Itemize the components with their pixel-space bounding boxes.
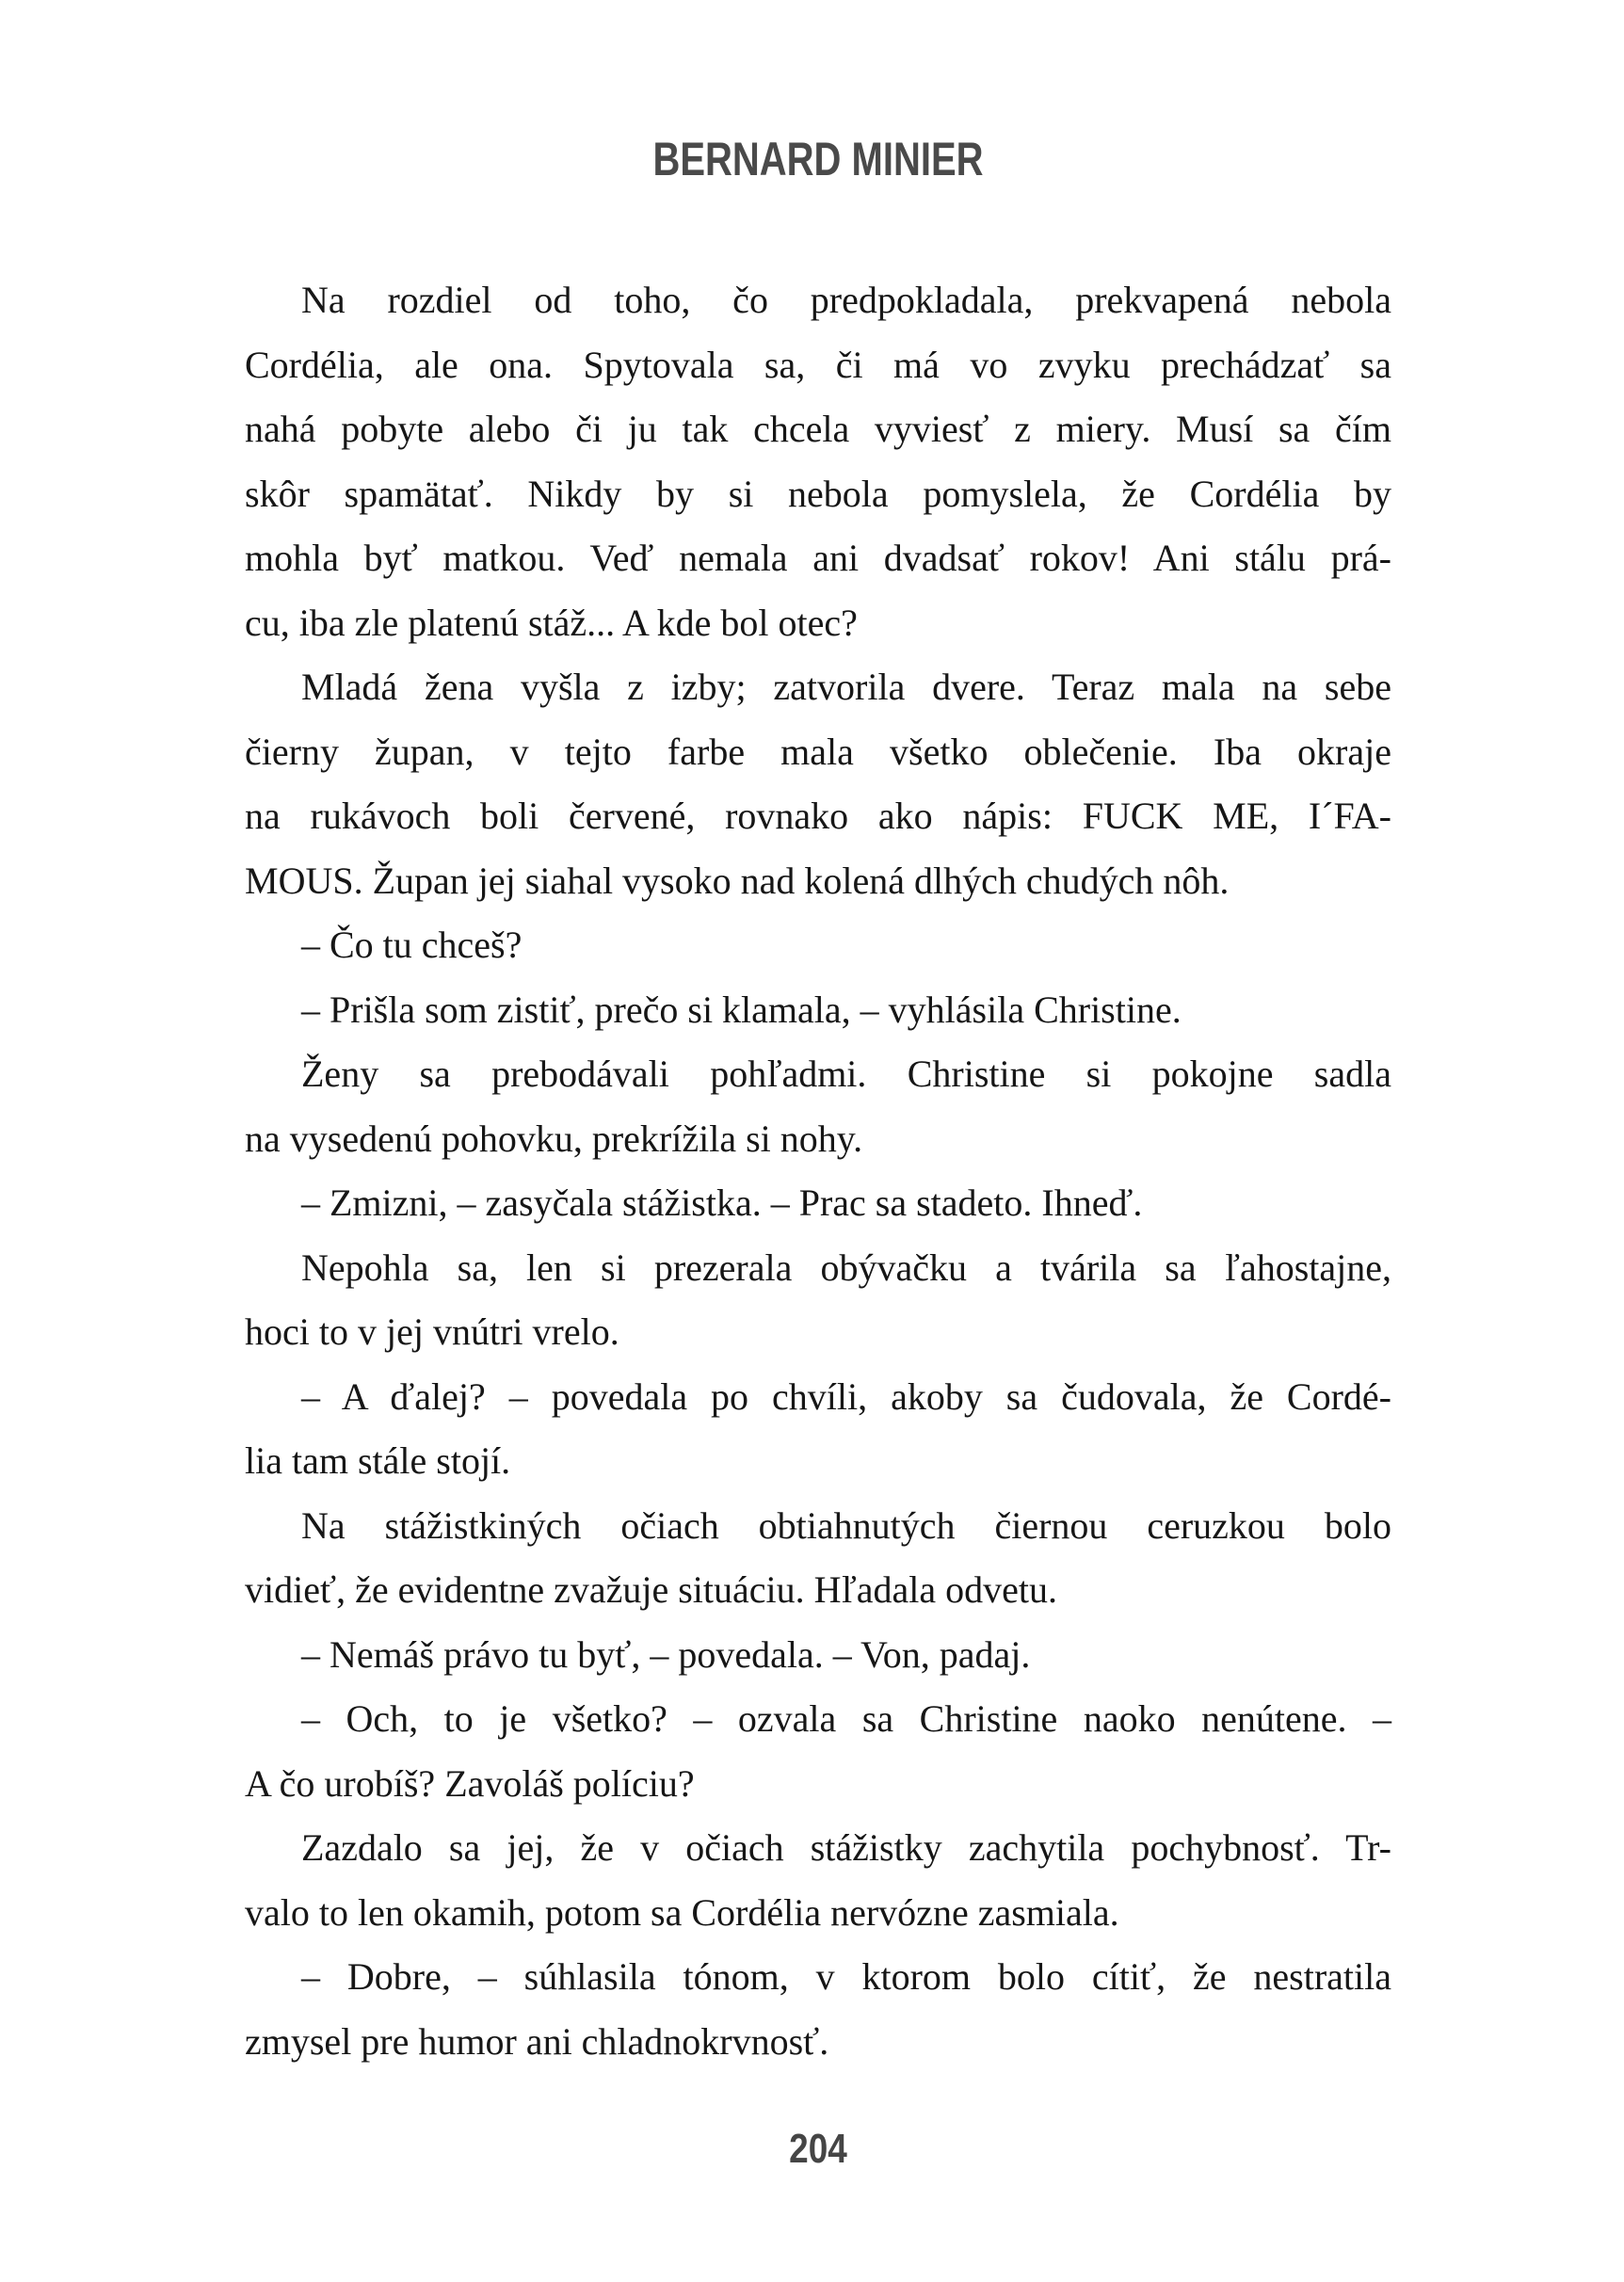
text-line: – Och, to je všetko? – ozvala sa Christine naoko nenútene. – xyxy=(301,1697,1391,1740)
paragraph xyxy=(245,1945,1391,2074)
paragraph xyxy=(245,268,1391,655)
text-line: lia tam stále stojí. xyxy=(245,1439,511,1482)
text-line: – Čo tu chceš? xyxy=(301,924,523,966)
text-line: A čo urobíš? Zavoláš políciu? xyxy=(245,1761,695,1805)
text-line: – A ďalej? – povedala po chvíli, akoby sa čudovala, že Cordé- xyxy=(301,1374,1391,1418)
text-line: vidieť, že evidentne zvažuje situáciu. Hľadala odvetu. xyxy=(245,1568,1057,1611)
paragraph xyxy=(245,913,1391,978)
text-line: skôr spamätať. Nikdy by si nebola pomyslela, že Cordélia by xyxy=(245,472,1391,515)
text-line: hoci to v jej vnútri vrelo. xyxy=(245,1310,619,1353)
paragraph xyxy=(245,1623,1391,1688)
text-line: valo to len okamih, potom sa Cordélia nervózne zasmiala. xyxy=(245,1890,1119,1934)
paragraph xyxy=(245,1236,1391,1365)
paragraph xyxy=(245,978,1391,1043)
text-line: Zazdalo sa jej, že v očiach stážistky zachytila pochybnosť. Tr- xyxy=(301,1826,1391,1869)
text-line: čierny župan, v tejto farbe mala všetko oblečenie. Iba okraje xyxy=(245,730,1391,773)
paragraph xyxy=(245,1494,1391,1623)
text-line: Nepohla sa, len si prezerala obývačku a tvárila sa ľahostajne, xyxy=(301,1245,1391,1289)
text-line: Na rozdiel od toho, čo predpokladala, prekvapená nebola xyxy=(301,279,1391,321)
running-header: BERNARD MINIER xyxy=(652,133,984,185)
paragraph xyxy=(245,1171,1391,1236)
text-line: nahá pobyte alebo či ju tak chcela vyviesť z miery. Musí sa čím xyxy=(245,408,1391,450)
text-line: – Prišla som zistiť, prečo si klamala, – vyhlásila Christine. xyxy=(301,988,1182,1031)
page-body xyxy=(245,268,1391,2074)
text-line: MOUS. Župan jej siahal vysoko nad kolená dlhých chudých nôh. xyxy=(245,859,1230,902)
paragraph xyxy=(245,1365,1391,1494)
paragraph xyxy=(245,655,1391,913)
text-line: – Zmizni, – zasyčala stážistka. – Prac sa stadeto. Ihneď. xyxy=(301,1181,1143,1224)
page-number: 204 xyxy=(789,2126,847,2172)
text-line: cu, iba zle platenú stáž... A kde bol otec? xyxy=(245,601,858,644)
text-line: mohla byť matkou. Veď nemala ani dvadsať rokov! Ani stálu prá- xyxy=(245,537,1391,579)
text-line: na vysedenú pohovku, prekrížila si nohy. xyxy=(245,1117,863,1160)
text-line: Cordélia, ale ona. Spytovala sa, či má vo zvyku prechádzať sa xyxy=(245,343,1391,386)
text-line: Mladá žena vyšla z izby; zatvorila dvere. Teraz mala na sebe xyxy=(301,666,1391,708)
text-line: zmysel pre humor ani chladnokrvnosť. xyxy=(245,2019,829,2063)
paragraph xyxy=(245,1816,1391,1945)
text-line: – Nemáš právo tu byť, – povedala. – Von, padaj. xyxy=(301,1632,1031,1676)
text-line: Ženy sa prebodávali pohľadmi. Christine si pokojne sadla xyxy=(301,1053,1391,1095)
text-line: na rukávoch boli červené, rovnako ako nápis: FUCK ME, I´FA- xyxy=(245,795,1391,837)
text-line: – Dobre, – súhlasila tónom, v ktorom bolo cítiť, že nestratila xyxy=(301,1955,1391,1998)
paragraph xyxy=(245,1687,1391,1816)
text-line: Na stážistkiných očiach obtiahnutých čiernou ceruzkou bolo xyxy=(301,1503,1391,1547)
paragraph xyxy=(245,1042,1391,1171)
